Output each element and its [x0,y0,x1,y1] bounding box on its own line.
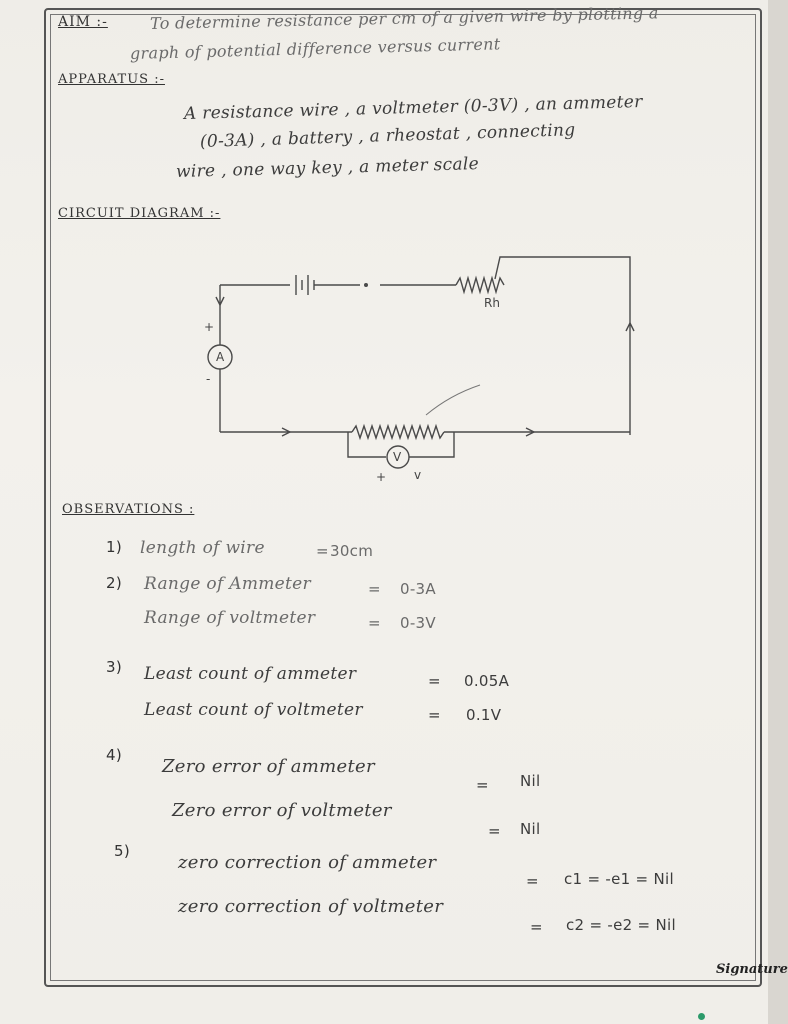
observations-heading: OBSERVATIONS : [62,502,195,517]
scanner-logo-icon [698,1013,705,1020]
obs-label-8: zero correction of ammeter [178,852,437,873]
ammeter-symbol: A [216,350,225,364]
obs-eq-7: = [488,822,501,840]
obs-label-2: Range of Ammeter [144,574,311,594]
obs-value-8: c1 = -e1 = Nil [564,870,674,888]
apparatus-line-2: (0-3A) , a battery , a rheostat , connecting [199,120,576,152]
obs-eq-1: = [316,542,329,560]
obs-value-2: 0-3A [400,580,436,598]
obs-label-1: length of wire [140,538,265,558]
voltmeter-v-label: v [414,468,422,482]
obs-label-7: Zero error of voltmeter [172,800,392,821]
rheostat-icon [456,278,504,292]
ammeter-plus: + [204,320,215,334]
obs-eq-9: = [530,918,543,936]
apparatus-heading: APPARATUS :- [58,72,165,87]
obs-value-5: 0.1V [466,706,502,724]
circuit-diagram [190,245,650,490]
obs-eq-3: = [368,614,381,632]
obs-eq-6: = [476,776,489,794]
obs-num-4: 3) [106,658,122,676]
obs-value-3: 0-3V [400,614,436,632]
obs-value-1: 30cm [330,542,374,560]
obs-label-4: Least count of ammeter [144,664,357,684]
obs-value-7: Nil [520,820,541,838]
circuit-heading: CIRCUIT DIAGRAM :- [58,206,221,221]
obs-num-6: 4) [106,746,122,764]
rheostat-label: Rh [484,296,500,310]
ammeter-minus: - [206,372,211,386]
obs-label-9: zero correction of voltmeter [178,896,444,917]
apparatus-line-3: wire , one way key , a meter scale [175,154,480,182]
aim-line-1: To determine resistance per cm of a given wire by plotting a [149,3,659,33]
pen-stroke [426,385,480,415]
obs-eq-2: = [368,580,381,598]
obs-eq-8: = [526,872,539,890]
obs-value-4: 0.05A [464,672,510,690]
obs-num-2: 2) [106,574,122,592]
voltmeter-plus: + [376,470,387,484]
obs-label-6: Zero error of ammeter [162,756,375,777]
key-icon [364,283,368,287]
obs-label-5: Least count of voltmeter [144,700,363,720]
obs-num-8: 5) [114,842,130,860]
battery-icon [296,275,314,295]
obs-eq-5: = [428,706,441,724]
aim-line-2: graph of potential difference versus current [129,34,501,63]
obs-eq-4: = [428,672,441,690]
rheostat-slider-wire [495,257,630,435]
resistance-wire-icon [352,426,444,438]
apparatus-line-1: A resistance wire , a voltmeter (0-3V) , an ammeter [183,91,643,124]
obs-value-6: Nil [520,772,541,790]
signature-label: Signature [716,962,788,977]
page-border [44,8,762,987]
obs-label-3: Range of voltmeter [144,608,316,628]
aim-heading: AIM :- [58,14,108,30]
voltmeter-symbol: V [393,450,402,464]
obs-num-1: 1) [106,538,122,556]
obs-value-9: c2 = -e2 = Nil [566,916,676,934]
